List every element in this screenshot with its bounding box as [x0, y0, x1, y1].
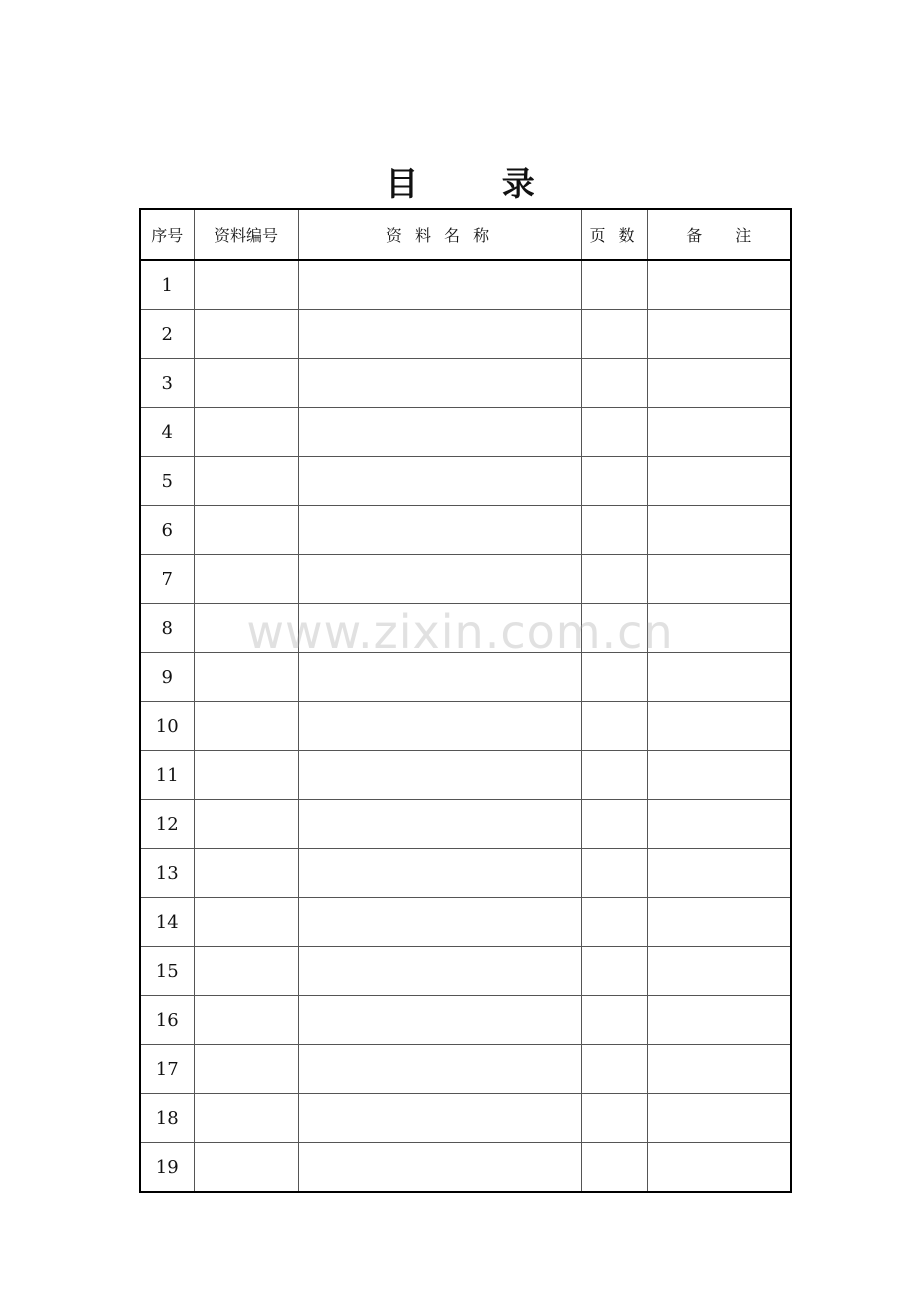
cell-document-name[interactable] — [298, 310, 581, 359]
table-row — [140, 506, 791, 555]
cell-serial-number: 18 — [140, 1094, 194, 1143]
table-row — [140, 408, 791, 457]
cell-document-number[interactable] — [194, 604, 298, 653]
cell-serial-number: 7 — [140, 555, 194, 604]
cell-serial-number: 19 — [140, 1143, 194, 1193]
cell-remarks[interactable] — [647, 506, 791, 555]
cell-document-name[interactable] — [298, 947, 581, 996]
header-document-name: 资 料 名 称 — [298, 209, 581, 260]
cell-document-name[interactable] — [298, 898, 581, 947]
table-row — [140, 800, 791, 849]
cell-page-count[interactable] — [581, 457, 647, 506]
cell-document-name[interactable] — [298, 359, 581, 408]
cell-page-count[interactable] — [581, 702, 647, 751]
cell-remarks[interactable] — [647, 260, 791, 310]
table-row — [140, 1045, 791, 1094]
cell-document-number[interactable] — [194, 947, 298, 996]
cell-serial-number: 5 — [140, 457, 194, 506]
cell-document-name[interactable] — [298, 555, 581, 604]
table-row — [140, 1143, 791, 1193]
cell-page-count[interactable] — [581, 898, 647, 947]
cell-remarks[interactable] — [647, 408, 791, 457]
cell-document-name[interactable] — [298, 702, 581, 751]
cell-remarks[interactable] — [647, 898, 791, 947]
cell-document-number[interactable] — [194, 555, 298, 604]
cell-document-name[interactable] — [298, 996, 581, 1045]
cell-page-count[interactable] — [581, 947, 647, 996]
cell-serial-number: 11 — [140, 751, 194, 800]
cell-document-number[interactable] — [194, 702, 298, 751]
cell-serial-number: 15 — [140, 947, 194, 996]
header-document-number: 资料编号 — [194, 209, 298, 260]
table-row — [140, 1094, 791, 1143]
cell-document-name[interactable] — [298, 1045, 581, 1094]
cell-document-name[interactable] — [298, 457, 581, 506]
cell-serial-number: 8 — [140, 604, 194, 653]
table-row — [140, 260, 791, 310]
cell-page-count[interactable] — [581, 1143, 647, 1193]
cell-remarks[interactable] — [647, 996, 791, 1045]
cell-page-count[interactable] — [581, 555, 647, 604]
cell-document-number[interactable] — [194, 1094, 298, 1143]
table-row — [140, 555, 791, 604]
cell-document-name[interactable] — [298, 849, 581, 898]
cell-serial-number: 4 — [140, 408, 194, 457]
cell-document-number[interactable] — [194, 898, 298, 947]
cell-document-number[interactable] — [194, 996, 298, 1045]
cell-document-number[interactable] — [194, 751, 298, 800]
table-body — [140, 260, 791, 1192]
table-row — [140, 898, 791, 947]
cell-serial-number: 14 — [140, 898, 194, 947]
cell-document-number[interactable] — [194, 457, 298, 506]
cell-document-name[interactable] — [298, 408, 581, 457]
table-row — [140, 653, 791, 702]
cell-serial-number: 13 — [140, 849, 194, 898]
cell-page-count[interactable] — [581, 506, 647, 555]
cell-remarks[interactable] — [647, 653, 791, 702]
table-row — [140, 702, 791, 751]
cell-document-name[interactable] — [298, 1143, 581, 1193]
cell-document-name[interactable] — [298, 260, 581, 310]
cell-remarks[interactable] — [647, 1143, 791, 1193]
cell-serial-number: 2 — [140, 310, 194, 359]
cell-document-number[interactable] — [194, 408, 298, 457]
cell-document-number[interactable] — [194, 1143, 298, 1193]
cell-document-name[interactable] — [298, 506, 581, 555]
cell-remarks[interactable] — [647, 849, 791, 898]
cell-page-count[interactable] — [581, 849, 647, 898]
cell-remarks[interactable] — [647, 555, 791, 604]
cell-remarks[interactable] — [647, 1094, 791, 1143]
cell-document-name[interactable] — [298, 604, 581, 653]
cell-serial-number: 9 — [140, 653, 194, 702]
cell-document-number[interactable] — [194, 310, 298, 359]
cell-remarks[interactable] — [647, 751, 791, 800]
cell-page-count[interactable] — [581, 996, 647, 1045]
table-row — [140, 359, 791, 408]
cell-page-count[interactable] — [581, 310, 647, 359]
cell-remarks[interactable] — [647, 702, 791, 751]
cell-document-name[interactable] — [298, 1094, 581, 1143]
cell-remarks[interactable] — [647, 457, 791, 506]
table-row — [140, 849, 791, 898]
cell-serial-number: 10 — [140, 702, 194, 751]
cell-page-count[interactable] — [581, 1045, 647, 1094]
cell-document-number[interactable] — [194, 506, 298, 555]
cell-document-number[interactable] — [194, 800, 298, 849]
cell-document-number[interactable] — [194, 1045, 298, 1094]
catalog-table — [139, 208, 792, 1193]
header-page-count: 页 数 — [581, 209, 647, 260]
table-row — [140, 947, 791, 996]
cell-document-number[interactable] — [194, 359, 298, 408]
cell-serial-number: 6 — [140, 506, 194, 555]
cell-serial-number: 16 — [140, 996, 194, 1045]
cell-page-count[interactable] — [581, 751, 647, 800]
cell-remarks[interactable] — [647, 1045, 791, 1094]
cell-serial-number: 3 — [140, 359, 194, 408]
cell-page-count[interactable] — [581, 604, 647, 653]
table-row — [140, 457, 791, 506]
header-remarks: 备 注 — [647, 209, 791, 260]
cell-serial-number: 17 — [140, 1045, 194, 1094]
header-row — [140, 209, 791, 260]
cell-document-number[interactable] — [194, 653, 298, 702]
table-row — [140, 996, 791, 1045]
cell-serial-number: 12 — [140, 800, 194, 849]
cell-serial-number: 1 — [140, 260, 194, 310]
cell-page-count[interactable] — [581, 653, 647, 702]
cell-page-count[interactable] — [581, 1094, 647, 1143]
cell-page-count[interactable] — [581, 800, 647, 849]
cell-document-name[interactable] — [298, 751, 581, 800]
cell-remarks[interactable] — [647, 604, 791, 653]
cell-document-number[interactable] — [194, 849, 298, 898]
cell-remarks[interactable] — [647, 800, 791, 849]
cell-page-count[interactable] — [581, 359, 647, 408]
cell-remarks[interactable] — [647, 359, 791, 408]
cell-remarks[interactable] — [647, 947, 791, 996]
cell-page-count[interactable] — [581, 260, 647, 310]
cell-document-number[interactable] — [194, 260, 298, 310]
document-title: 目 录 — [385, 164, 571, 203]
cell-document-name[interactable] — [298, 653, 581, 702]
watermark: www.zixin.com.cn — [246, 605, 674, 659]
cell-remarks[interactable] — [647, 310, 791, 359]
table-row — [140, 604, 791, 653]
cell-document-name[interactable] — [298, 800, 581, 849]
table-header — [140, 209, 791, 260]
table-row — [140, 751, 791, 800]
cell-page-count[interactable] — [581, 408, 647, 457]
header-serial-number: 序号 — [140, 209, 194, 260]
table-row — [140, 310, 791, 359]
